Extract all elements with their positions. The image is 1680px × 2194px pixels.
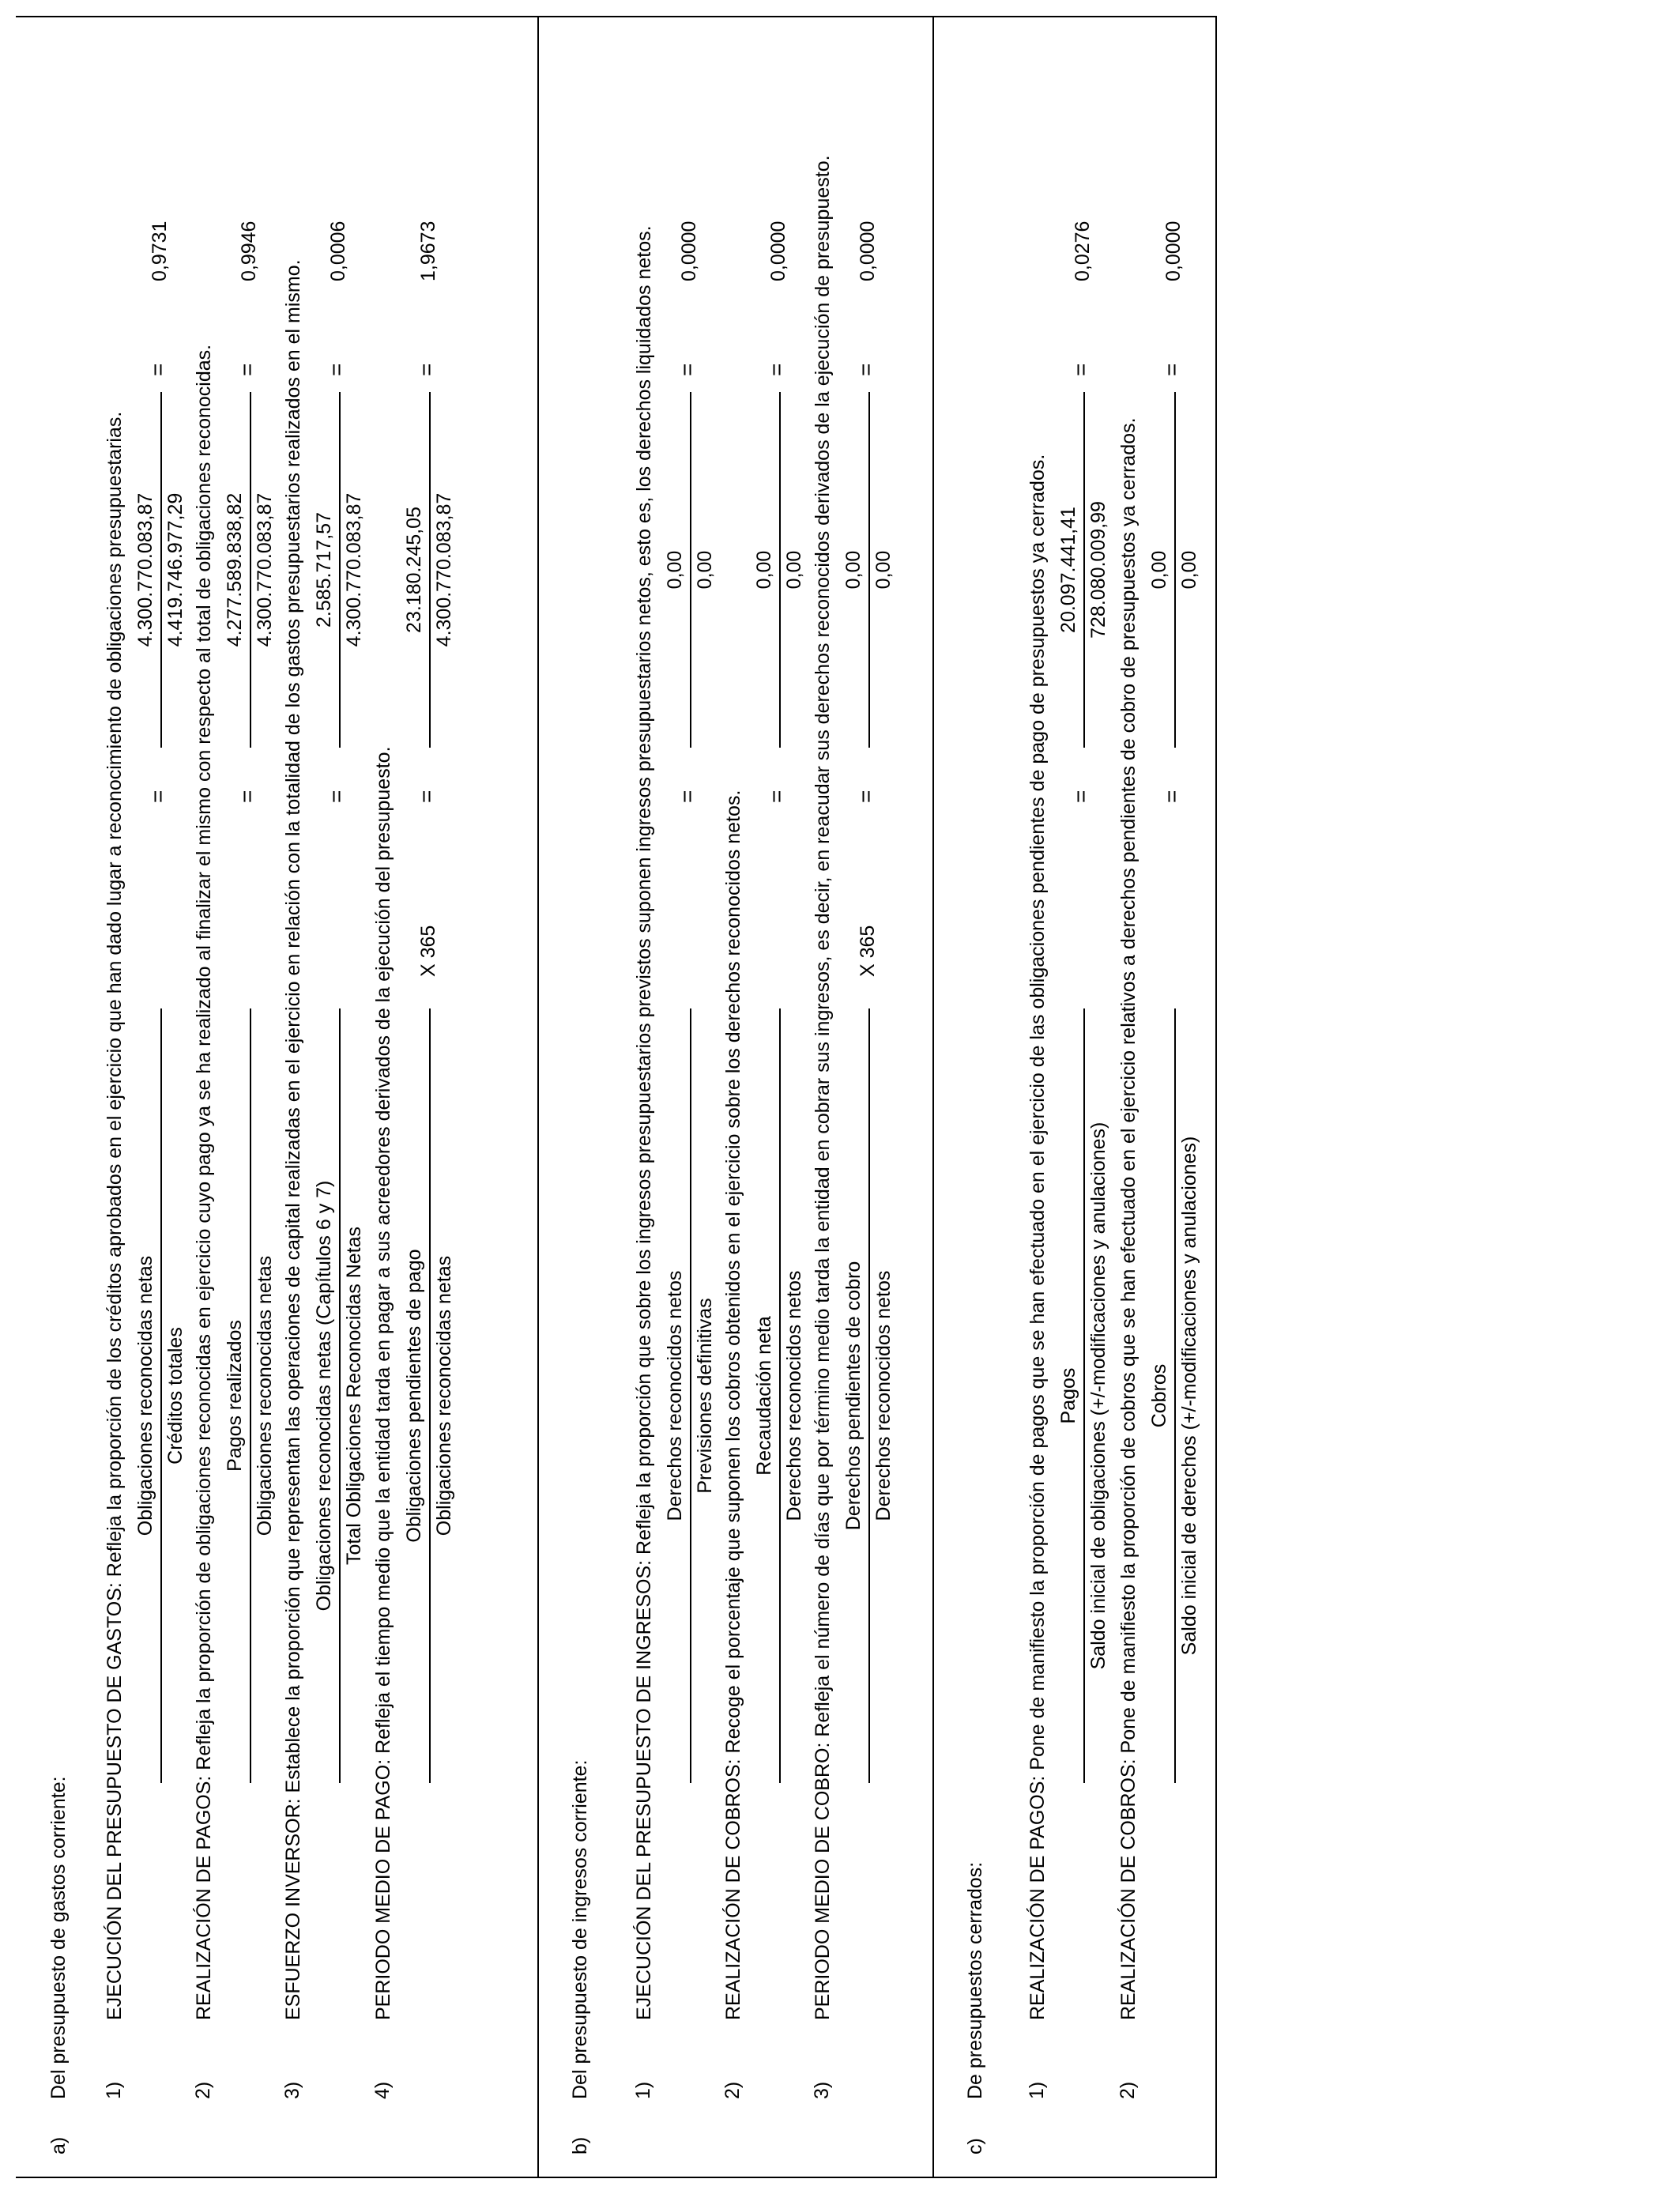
equals-sign: = [675,790,699,803]
fraction-denominator-label: Previsiones definitivas [694,1298,716,1494]
section-title: De presupuestos cerrados: [964,1861,986,2099]
fraction-bar [1083,1008,1085,1783]
equals-sign: = [764,363,789,376]
section-divider [537,16,539,2178]
item-number: 1) [103,2081,125,2099]
equals-sign: = [1068,790,1093,803]
multiplier: X 365 [857,925,879,977]
item-number: 1) [1026,2081,1048,2099]
fraction-numerator-label: Derechos pendientes de cobro [842,1261,864,1531]
section-title: Del presupuesto de gastos corriente: [47,1776,70,2099]
fraction-numerator-label: Recaudación neta [753,1316,775,1476]
equals-sign: = [324,363,348,376]
section-title: Del presupuesto de ingresos corriente: [569,1759,591,2099]
value-fraction-bar [1083,392,1085,748]
fraction-numerator-label: Obligaciones pendientes de pago [403,1249,425,1543]
item-number: 2) [1117,2081,1139,2099]
section-letter: a) [47,2136,70,2154]
fraction-numerator-label: Cobros [1148,1363,1170,1428]
item-heading: EJECUCIÓN DEL PRESUPUESTO DE GASTOS: Refleja la proporción de los créditos aprobados en el ejercicio que han dado lugar a reconocimiento de obligaciones presupuestarias. [104,411,126,2020]
numerator-value: 4.300.770.083,87 [134,492,156,647]
equals-sign: = [235,363,259,376]
equals-sign: = [324,790,348,803]
value-fraction-bar [868,392,870,748]
item-number: 4) [371,2081,394,2099]
numerator-value: 20.097.441,41 [1057,507,1079,633]
item-heading: PERIODO MEDIO DE PAGO: Refleja el tiempo medio que la entidad tarda en pagar a sus acreedores derivados de la ejecución del presupuesto. [372,746,394,2020]
numerator-value: 0,00 [753,550,775,590]
numerator-value: 0,00 [664,550,686,590]
result-value: 1,9673 [417,221,439,281]
equals-sign: = [414,363,439,376]
fraction-denominator-label: Total Obligaciones Reconocidas Netas [343,1227,365,1566]
fraction-bar [339,1008,341,1783]
equals-sign: = [1159,363,1184,376]
numerator-value: 2.585.717,57 [313,512,335,628]
equals-sign: = [145,363,170,376]
equals-sign: = [1068,363,1093,376]
item-number: 1) [632,2081,654,2099]
fraction-bar [779,1008,781,1783]
fraction-denominator-label: Saldo inicial de derechos (+/-modificaciones y anulaciones) [1178,1136,1200,1656]
denominator-value: 4.300.770.083,87 [343,492,365,647]
denominator-value: 4.419.746.977,29 [164,492,186,647]
value-fraction-bar [250,392,251,748]
value-fraction-bar [779,392,781,748]
denominator-value: 0,00 [783,550,805,590]
item-heading: REALIZACIÓN DE PAGOS: Refleja la proporción de obligaciones reconocidas en ejercicio cuyo pago ya se ha realizado al finalizar el mismo con respecto al total de obligaciones reconocidas. [193,344,215,2020]
fraction-bar [160,1008,162,1783]
numerator-value: 4.277.589.838,82 [224,492,246,647]
fraction-denominator-label: Créditos totales [164,1327,186,1465]
fraction-denominator-label: Derechos reconocidos netos [872,1270,895,1521]
section-letter: b) [569,2136,591,2154]
denominator-value: 0,00 [694,550,716,590]
equals-sign: = [414,790,439,803]
denominator-value: 4.300.770.083,87 [433,492,455,647]
denominator-value: 728.080.009,99 [1087,501,1109,639]
fraction-bar [690,1008,691,1783]
denominator-value: 0,00 [872,550,895,590]
value-fraction-bar [1174,392,1176,748]
result-value: 0,0276 [1072,221,1094,281]
item-heading: EJECUCIÓN DEL PRESUPUESTO DE INGRESOS: Refleja la proporción que sobre los ingresos presupuestarios previstos suponen ingresos presupuestarios netos, esto es, los derechos liquidados netos. [633,225,655,2020]
fraction-denominator-label: Obligaciones reconocidas netas [433,1255,455,1536]
equals-sign: = [853,363,878,376]
equals-sign: = [764,790,789,803]
result-value: 0,0000 [678,221,700,281]
fraction-bar [1174,1008,1176,1783]
value-fraction-bar [690,392,691,748]
item-number: 3) [281,2081,303,2099]
result-value: 0,0000 [857,221,879,281]
result-value: 0,0000 [767,221,789,281]
item-heading: REALIZACIÓN DE PAGOS: Pone de manifiesto la proporción de pagos que se han efectuado en el ejercicio de las obligaciones pendientes de pago de presupuestos ya cerrados. [1026,454,1049,2020]
fraction-numerator-label: Obligaciones reconocidas netas [134,1255,156,1536]
fraction-denominator-label: Derechos reconocidos netos [783,1270,805,1521]
result-value: 0,9731 [149,221,171,281]
fraction-bar [868,1008,870,1783]
equals-sign: = [235,790,259,803]
denominator-value: 0,00 [1178,550,1200,590]
section-letter: c) [964,2138,986,2154]
fraction-denominator-label: Saldo inicial de obligaciones (+/-modificaciones y anulaciones) [1087,1122,1109,1670]
numerator-value: 0,00 [1148,550,1170,590]
item-number: 3) [811,2081,833,2099]
numerator-value: 23.180.245,05 [403,507,425,633]
section-divider [932,16,934,2178]
equals-sign: = [675,363,699,376]
fraction-bar [429,1008,431,1783]
item-heading: ESFUERZO INVERSOR: Establece la proporción que representan las operaciones de capital realizadas en el ejercicio en relación con la totalidad de los gastos presupuestarios realizados en el mismo. [282,259,304,2020]
fraction-numerator-label: Pagos realizados [224,1320,246,1472]
result-value: 0,0006 [327,221,349,281]
fraction-denominator-label: Obligaciones reconocidas netas [254,1255,276,1536]
item-number: 2) [192,2081,214,2099]
fraction-bar [250,1008,251,1783]
equals-sign: = [145,790,170,803]
result-value: 0,0000 [1162,221,1185,281]
item-heading: REALIZACIÓN DE COBROS: Recoge el porcentaje que suponen los cobros obtenidos en el ejercicio sobre los derechos reconocidos netos. [722,790,744,2020]
fraction-numerator-label: Pagos [1057,1367,1079,1424]
item-heading: REALIZACIÓN DE COBROS: Pone de manifiesto la proporción de cobros que se han efectuado en el ejercicio relativos a derechos pendientes de cobro de presupuestos ya cerrados. [1117,417,1139,2020]
result-value: 0,9946 [238,221,260,281]
value-fraction-bar [339,392,341,748]
numerator-value: 0,00 [842,550,864,590]
value-fraction-bar [160,392,162,748]
multiplier: X 365 [417,925,439,977]
fraction-numerator-label: Obligaciones reconocidas netas (Capítulos 6 y 7) [313,1180,335,1612]
item-heading: PERIODO MEDIO DE COBRO: Refleja el número de días que por término medio tarda la entidad en cobrar sus ingresos, es decir, en reacudar sus derechos reconocidos derivados de la ejecución de presupuesto. [812,155,834,2020]
equals-sign: = [1159,790,1184,803]
value-fraction-bar [429,392,431,748]
equals-sign: = [853,790,878,803]
item-number: 2) [721,2081,744,2099]
fraction-numerator-label: Derechos reconocidos netos [664,1270,686,1521]
denominator-value: 4.300.770.083,87 [254,492,276,647]
